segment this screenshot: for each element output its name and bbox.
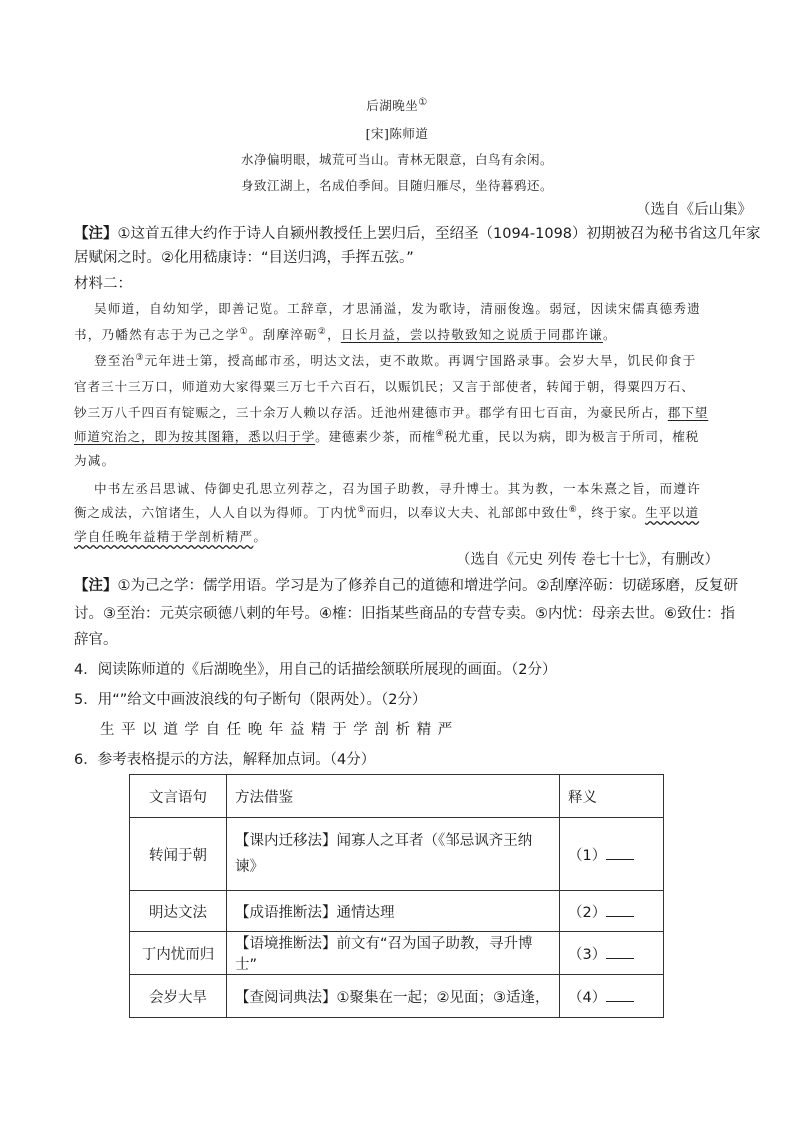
table-cell-phrase: 丁内忧而归 xyxy=(130,932,227,975)
underlined-sentence-2b: 师道究治之，即为按其图籍，悉以归于学 xyxy=(74,429,316,444)
note-2-line-3: 辞官。 xyxy=(74,632,118,648)
para-2-line-1: 登至治③元年进士第，授高邮市丞，明达文法，吏不敢欺。再调宁国路录事。会岁大旱，饥民仰食于 xyxy=(94,352,697,368)
question-4: 4．阅读陈师道的《后湖晚坐》，用自己的话描绘颔联所展现的画面。（2分） xyxy=(74,662,557,678)
para-2-line-5: 为减。 xyxy=(74,453,116,468)
table-cell-phrase: 明达文法 xyxy=(130,891,227,932)
table-cell-phrase: 会岁大旱 xyxy=(130,975,227,1018)
table-row xyxy=(130,818,664,891)
para-2-line-2: 官者三十三万口，师道劝大家得粟三万七千六百石，以赈饥民；又言于部使者，转闻于朝，得粟四万石、 xyxy=(74,379,695,394)
wavy-sentence-part-2: 学自任晚年益精于学剖析精严 xyxy=(74,529,254,544)
poem-line-2: 身致江湖上，名成伯季间。目随归雁尽，坐待暮鸦还。 xyxy=(240,178,553,193)
answer-blank[interactable] xyxy=(606,989,634,1002)
poem-line-1: 水净偏明眼，城荒可当山。青林无限意，白鸟有余闲。 xyxy=(240,152,553,167)
note-1-line-2: 居赋闲之时。②化用嵇康诗：“目送归鸿，手挥五弦。” xyxy=(74,250,414,266)
table-row xyxy=(130,975,664,1018)
para-1-line-1: 吴师道，自幼知学，即善记览。工辞章，才思涌溢，发为歌诗，清丽俊逸。弱冠，因读宋儒真德秀遗 xyxy=(94,301,701,316)
note-1-line-1: 【注】①这首五律大约作于诗人自颍州教授任上罢归后，至绍圣（1094-1098）初期被召为秘书省这几年家 xyxy=(74,226,761,242)
table-cell-answer: （2） xyxy=(560,891,664,932)
table-row xyxy=(130,932,664,975)
table-cell-answer: （4） xyxy=(560,975,664,1018)
question-5: 5．用“”给文中画波浪线的句子断句（限两处）。（2分） xyxy=(74,692,427,708)
note-2-line-2: 讨。③至治：元英宗硕德八剌的年号。④榷：旧指某些商品的专营专卖。⑤内忧：母亲去世。⑥致仕：指 xyxy=(74,606,735,622)
para-3-line-3: 学自任晚年益精于学剖析精严。 xyxy=(74,529,268,544)
question-6: 6．参考表格提示的方法，解释加点词。（4分） xyxy=(74,752,376,768)
table-cell-answer: （1） xyxy=(560,818,664,891)
table-cell-method: 【成语推断法】通情达理 xyxy=(227,891,560,932)
source-2: （选自《元史 列传 卷七十七》，有删改） xyxy=(456,552,719,568)
note-2-line-1: 【注】①为己之学：儒学用语。学习是为了修养自己的道德和增进学问。②刮摩淬砺：切磋琢磨，反复研 xyxy=(74,578,738,594)
table-header-row xyxy=(130,775,664,818)
table-cell-phrase: 转闻于朝 xyxy=(130,818,227,891)
wavy-sentence-part-1: 生平以道 xyxy=(645,505,700,520)
para-1-line-2: 书，乃幡然有志于为己之学①。刮摩淬砺②，日长月益，尝以持敬致知之说质于同郡许谦。 xyxy=(74,326,617,342)
table-header-cell: 方法借鉴 xyxy=(227,775,560,818)
table-cell-method: 【语境推断法】前文有“召为国子助教，寻升博士” xyxy=(227,932,560,975)
table-header-cell: 释义 xyxy=(560,775,664,818)
table-cell-answer: （3） xyxy=(560,932,664,975)
para-2-line-3: 钞三万八千四百有锭赈之，三十余万人赖以存活。迁池州建德市尹。郡学有田七百亩，为豪民所占，郡下望 xyxy=(74,405,709,420)
material-label: 材料二： xyxy=(74,276,132,292)
underlined-sentence-1: 日长月益，尝以持敬致知之说质于同郡许谦 xyxy=(340,327,603,342)
answer-blank[interactable] xyxy=(606,904,634,917)
question-5-sentence: 生 平 以 道 学 自 任 晚 年 益 精 于 学 剖 析 精 严 xyxy=(100,722,454,738)
method-table xyxy=(129,774,664,1018)
para-3-line-1: 中书左丞吕思诚、侍御史孔思立列荐之，召为国子助教，寻升博士。其为教，一本朱熹之旨，而遵许 xyxy=(94,481,701,496)
answer-blank[interactable] xyxy=(606,847,634,860)
poem-source: （选自《后山集》 xyxy=(636,202,752,218)
table-row xyxy=(130,891,664,932)
poem-author: [宋]陈师道 xyxy=(365,126,429,141)
answer-blank[interactable] xyxy=(606,946,634,959)
table-cell-method: 【课内迁移法】闻寡人之耳者（《邹忌讽齐王纳谏》 xyxy=(227,818,560,891)
poem-title: 后湖晚坐① xyxy=(366,96,428,113)
para-2-line-4: 师道究治之，即为按其图籍，悉以归于学。建德素少茶，而榷④税尤重，民以为病，即为极言于所司，榷税 xyxy=(74,428,699,444)
table-header-cell: 文言语句 xyxy=(130,775,227,818)
para-3-line-2: 衡之成法，六馆诸生，人人自以为得师。丁内忧⑤而归，以奉议大夫、礼部郎中致仕⑥，终于家。生平以道 xyxy=(74,504,700,520)
table-cell-method: 【查阅词典法】①聚集在一起；②见面；③适逢， xyxy=(227,975,560,1018)
underlined-sentence-2a: 郡下望 xyxy=(667,405,709,420)
